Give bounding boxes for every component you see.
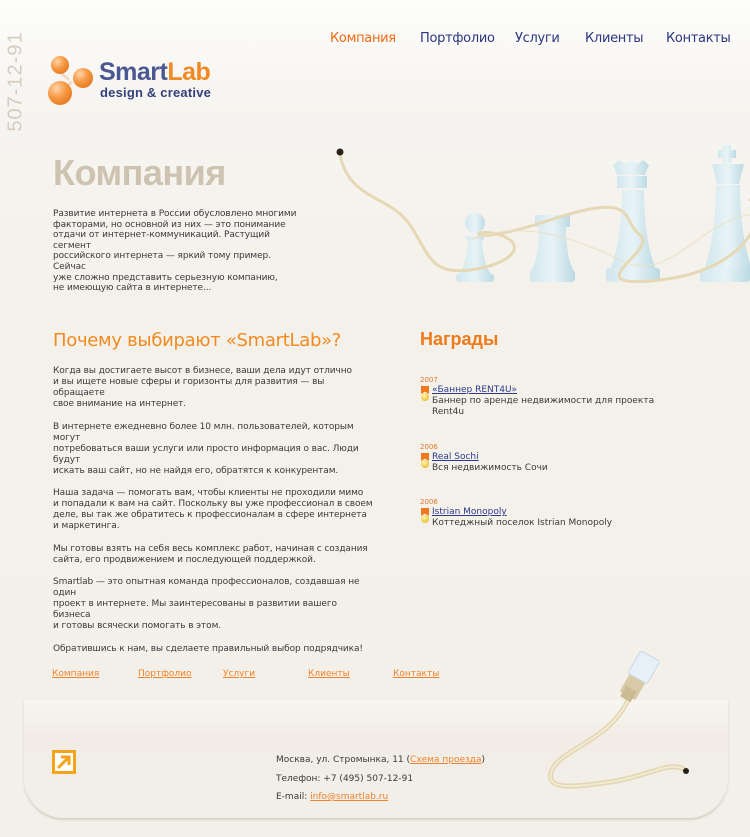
footer-link-services[interactable]: Услуги <box>223 669 256 679</box>
award-description: Коттеджный поселок Istrian Monopoly <box>432 518 613 528</box>
why-section-body <box>53 366 373 666</box>
address-line: Москва, ул. Стромынка, 11 (Схема проезда) <box>276 755 486 765</box>
why-paragraph: Наша задача — помогать вам, чтобы клиенты не проходили мимо и попадали к вам на сайт. Поскольку вы уже профессионал в своем деле, вы так же обратитесь к профессионалам в сфере интернета и маркетинга. <box>53 488 373 531</box>
main-nav <box>0 31 750 51</box>
intro-text: Развитие интернета в России обусловлено многими факторами, но основной из них — это понимание отдачи от интернет-коммуникаций. Растущий сегмент российского интернета — яркий тому пример. Сейчас уже сложно представить серьезную компанию, не имеющую сайта в интернете... <box>53 209 297 294</box>
medal-icon <box>420 508 430 526</box>
award-year: 2007 <box>420 376 438 384</box>
award-year: 2006 <box>420 498 438 506</box>
email-link[interactable]: info@smartlab.ru <box>310 792 389 802</box>
award-item <box>420 443 660 474</box>
why-section-title: Почему выбирают «SmartLab»? <box>53 330 342 351</box>
award-description: Баннер по аренде недвижимости для проекта Rent4u <box>432 396 655 417</box>
medal-icon <box>420 386 430 404</box>
page-title: Компания <box>53 152 226 193</box>
award-link[interactable]: «Баннер RENT4U» <box>432 385 518 395</box>
logo-molecule-icon <box>48 56 96 108</box>
email-line: E-mail: info@smartlab.ru <box>276 792 389 802</box>
nav-item-clients[interactable]: Клиенты <box>585 31 644 46</box>
logo-tagline: design & creative <box>100 85 212 100</box>
award-link[interactable]: Istrian Monopoly <box>432 507 507 517</box>
chess-cable-illustration <box>320 140 750 310</box>
network-cable-illustration <box>500 640 750 837</box>
why-paragraph: Когда вы достигаете высот в бизнесе, ваши дела идут отлично и вы ищете новые сферы и горизонты для развития — вы обращаете свое внимание на интернет. <box>53 366 352 409</box>
footer-link-contacts[interactable]: Контакты <box>393 669 440 679</box>
footer-link-company[interactable]: Компания <box>52 669 100 679</box>
awards-title: Награды <box>420 329 499 349</box>
why-paragraph: Smartlab — это опытная команда профессионалов, создавшая не один проект в интернете. Мы заинтересованы в развитии вашего бизнеса и готовы всячески помогать в этом. <box>53 577 360 631</box>
why-paragraph: В интернете ежедневно более 10 млн. пользователей, которым могут потребоваться ваши услуги или просто информация о вас. Люди будут искать ваш сайт, но не найдя его, обратятся к конкурентам. <box>53 421 359 476</box>
award-item <box>420 376 660 418</box>
award-year: 2006 <box>420 443 438 451</box>
award-link[interactable]: Real Sochi <box>432 452 479 462</box>
why-paragraph: Обратившись к нам, вы сделаете правильный выбор подрядчика! <box>53 643 363 654</box>
medal-icon <box>420 453 430 471</box>
nav-item-portfolio[interactable]: Портфолио <box>420 31 495 46</box>
arrow-up-right-icon[interactable] <box>52 750 76 774</box>
nav-item-contacts[interactable]: Контакты <box>666 31 731 46</box>
nav-item-services[interactable]: Услуги <box>515 31 560 46</box>
nav-item-company[interactable]: Компания <box>330 31 396 46</box>
contact-info <box>276 751 485 807</box>
logo-name: SmartLab <box>99 58 211 86</box>
award-item <box>420 498 660 529</box>
award-description: Вся недвижимость Сочи <box>432 463 548 473</box>
map-link[interactable]: Схема проезда <box>410 755 482 765</box>
logo[interactable] <box>48 54 238 114</box>
why-paragraph: Мы готовы взять на себя весь комплекс работ, начиная с создания сайта, его продвижением и последующей поддержкой. <box>53 543 368 565</box>
footer-link-clients[interactable]: Клиенты <box>308 669 350 679</box>
footer-link-portfolio[interactable]: Портфолио <box>138 669 192 679</box>
phone-line: Телефон: +7 (495) 507-12-91 <box>276 773 414 784</box>
side-phone-number: 507-12-91 <box>4 31 27 132</box>
